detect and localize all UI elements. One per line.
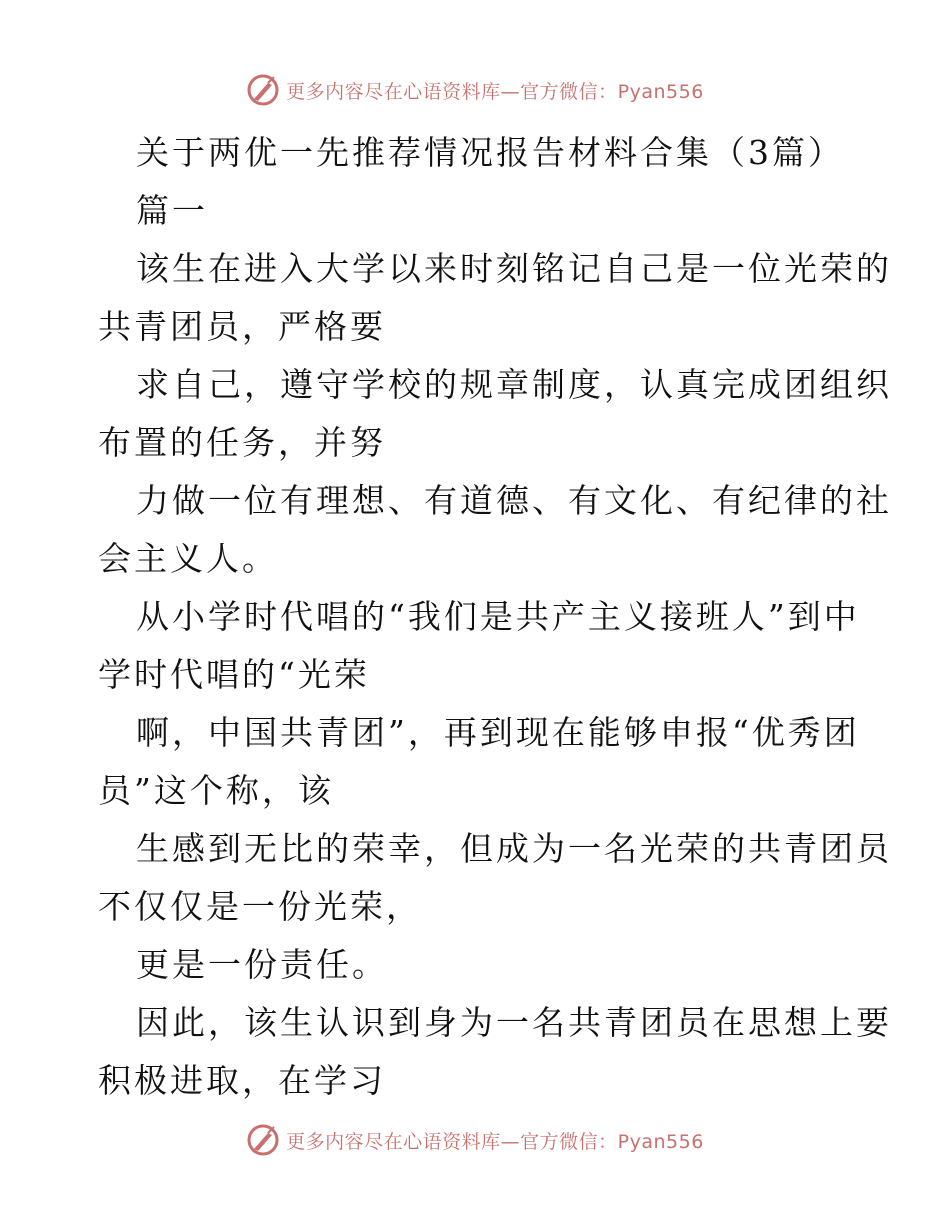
- header-banner: [0, 70, 950, 110]
- paragraph-line: 不仅仅是一份光荣，: [98, 887, 422, 926]
- banner-text: 更多内容尽在心语资料库—官方微信：Pyan556: [286, 80, 704, 103]
- paragraph-line: 力做一位有理想、有道德、有文化、有纪律的社: [136, 481, 892, 520]
- document-title: 关于两优一先推荐情况报告材料合集（3篇）: [136, 133, 844, 172]
- footer-banner: [0, 1120, 950, 1160]
- paragraph-line: 学时代唱的“光荣: [98, 655, 370, 694]
- paragraph-line: 该生在进入大学以来时刻铭记自己是一位光荣的: [136, 249, 892, 288]
- paragraph-line: 更是一份责任。: [136, 945, 388, 984]
- paragraph-line: 因此，该生认识到身为一名共青团员在思想上要: [136, 1003, 892, 1042]
- paragraph-line: 求自己，遵守学校的规章制度，认真完成团组织: [136, 365, 892, 404]
- section-heading: 篇一: [136, 191, 208, 230]
- paragraph-line: 生感到无比的荣幸，但成为一名光荣的共青团员: [136, 829, 892, 868]
- paragraph-line: 员”这个称，该: [98, 771, 334, 810]
- paragraph-line: 会主义人。: [98, 539, 278, 578]
- paragraph-line: 布置的任务，并努: [98, 423, 386, 462]
- document-body: [98, 124, 892, 1110]
- banner-text: 更多内容尽在心语资料库—官方微信：Pyan556: [286, 1130, 704, 1153]
- paragraph-line: 共青团员，严格要: [98, 307, 386, 346]
- paragraph-line: 从小学时代唱的“我们是共产主义接班人”到中: [136, 597, 860, 636]
- paragraph-line: 啊，中国共青团”，再到现在能够申报“优秀团: [136, 713, 860, 752]
- paragraph-line: 积极进取，在学习: [98, 1061, 386, 1100]
- quill-logo-icon: [246, 73, 280, 107]
- quill-logo-icon: [246, 1123, 280, 1157]
